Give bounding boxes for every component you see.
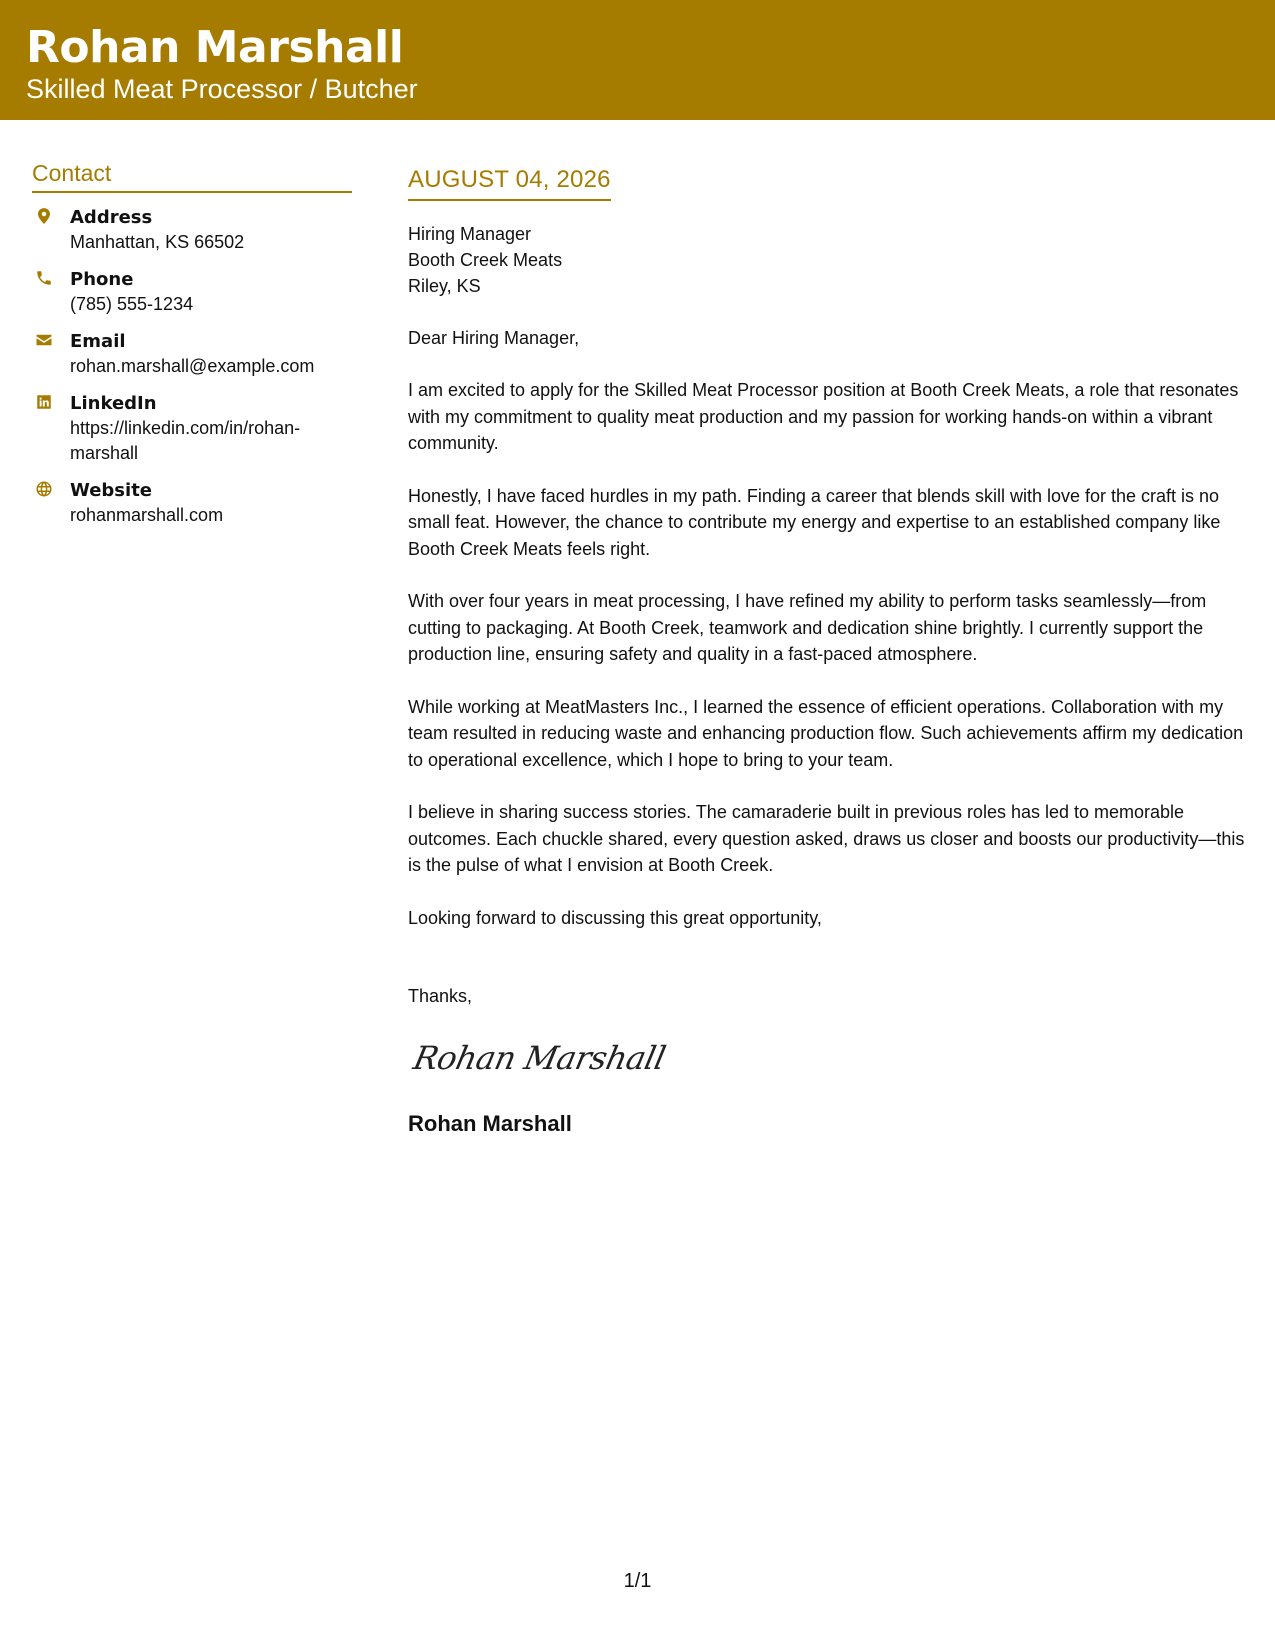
contact-value: Manhattan, KS 66502 (70, 232, 245, 252)
handwritten-signature: Rohan Marshall (410, 1038, 669, 1077)
contact-value: https://linkedin.com/in/rohan-marshall (70, 418, 301, 463)
contact-website (32, 478, 352, 528)
contact-value: (785) 555-1234 (70, 294, 194, 314)
contact-label: Phone (70, 269, 134, 290)
contact-value: rohan.marshall@example.com (70, 356, 315, 376)
phone-icon (34, 268, 54, 288)
linkedin-icon (34, 392, 54, 412)
contact-label: Email (70, 331, 126, 352)
salutation: Dear Hiring Manager, (408, 328, 580, 348)
recipient-line: Booth Creek Meats (408, 250, 563, 270)
letter-paragraph: With over four years in meat processing, I have refined my ability to perform tasks seamlessly—from cutting to packaging. At Booth Creek, teamwork and dedication shine brightly. I currently support the production line, ensuring safety and quality in a fast-paced atmosphere. (408, 591, 1207, 664)
applicant-name: Rohan Marshall (26, 22, 404, 73)
contact-phone (32, 267, 352, 317)
letter-date: AUGUST 04, 2026 (408, 166, 611, 201)
letter-body (408, 166, 1253, 1137)
letter-paragraph: I am excited to apply for the Skilled Meat Processor position at Booth Creek Meats, a role that resonates with my commitment to quality meat production and my passion for working hands-on within a vibrant community. (408, 380, 1239, 453)
contact-linkedin (32, 391, 352, 466)
contact-email (32, 329, 352, 379)
recipient-line: Riley, KS (408, 276, 481, 296)
contact-label: Website (70, 480, 153, 501)
closing-line: Looking forward to discussing this great opportunity, (408, 907, 822, 928)
letter-paragraph: Honestly, I have faced hurdles in my path. Finding a career that blends skill with love for the craft is no small feat. However, the chance to contribute my energy and expertise to an established company like Booth Creek Meats feels right. (408, 485, 1221, 559)
job-title: Skilled Meat Processor / Butcher (26, 74, 418, 104)
contact-label: Address (70, 207, 153, 228)
signed-name: Rohan Marshall (408, 1110, 572, 1136)
contact-label: LinkedIn (70, 393, 157, 414)
page-number: 1/1 (623, 1570, 652, 1592)
contact-heading: Contact (32, 160, 352, 193)
map-pin-icon (34, 206, 54, 226)
recipient-line: Hiring Manager (408, 224, 532, 244)
letter-paragraph: While working at MeatMasters Inc., I learned the essence of efficient operations. Collaboration with my team resulted in reducing waste and enhancing production flow. Such achievements affirm my dedication to operational excellence, which I hope to bring to your team. (408, 696, 1244, 770)
recipient-block (408, 221, 1253, 299)
envelope-icon (34, 330, 54, 350)
contact-value: rohanmarshall.com (70, 505, 224, 525)
globe-icon (34, 479, 54, 499)
header-banner (0, 0, 1275, 120)
letter-paragraph: I believe in sharing success stories. The camaraderie built in previous roles has led to memorable outcomes. Each chuckle shared, every question asked, draws us closer and boosts our productivity—this is the pulse of what I envision at Booth Creek. (408, 802, 1245, 875)
contact-address (32, 205, 352, 255)
contact-sidebar (32, 160, 352, 540)
sign-off: Thanks, (408, 985, 473, 1006)
